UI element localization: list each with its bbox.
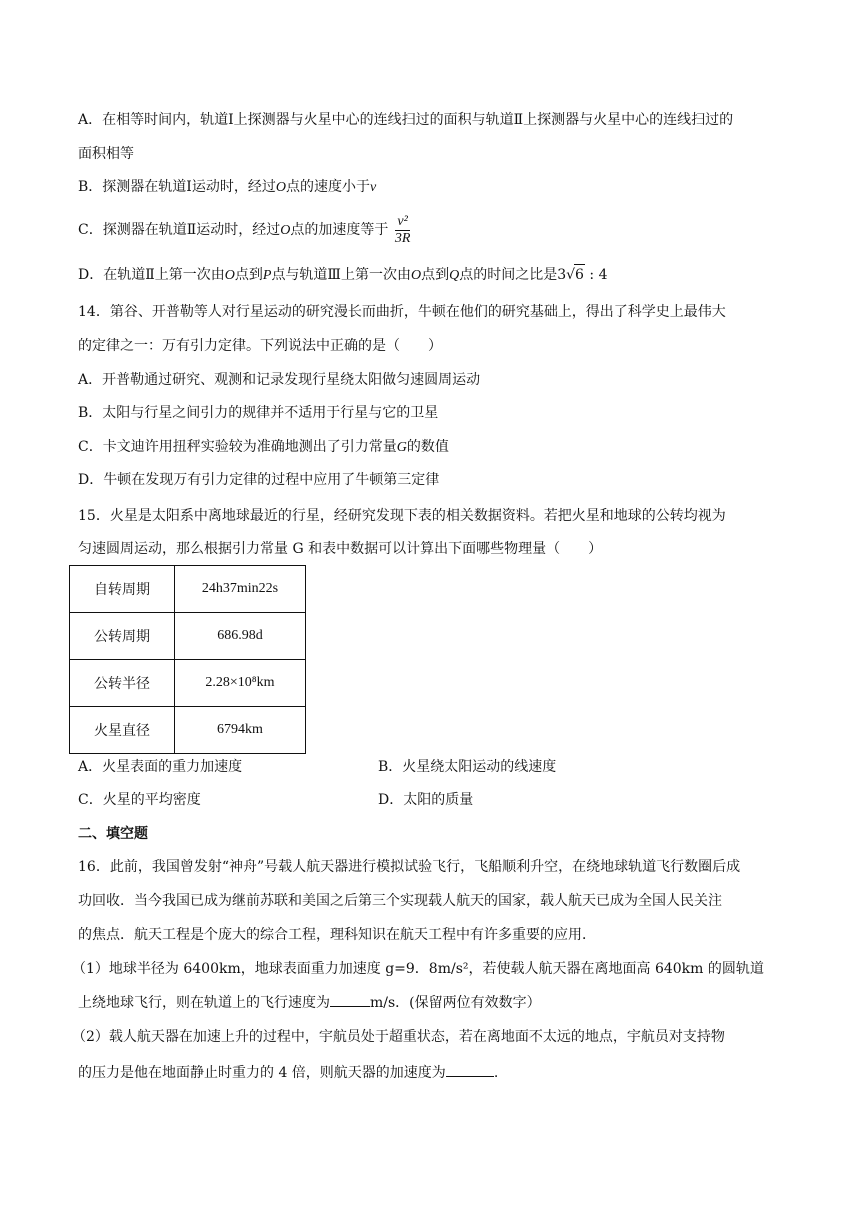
q13-c-text2: 点的加速度等于 (290, 222, 389, 238)
q16-stem-line2: 功回收．当今我国已成为继前苏联和美国之后第三个实现载人航天的国家，载人航天已成为全国人民关注 (78, 893, 722, 909)
q13-c-text: C．探测器在轨道Ⅱ运动时，经过 (78, 222, 281, 238)
symbol-o: O (275, 180, 286, 195)
table-cell-key: 公转半径 (70, 660, 175, 707)
symbol-p: P (262, 268, 272, 283)
q16-part1-text2: m/s．(保留两位有效数字） (370, 995, 541, 1011)
fraction-denominator: 3R (394, 230, 411, 246)
mars-data-table (69, 565, 306, 754)
q14-c-text: C．卡文迪许用扭秤实验较为准确地测出了引力常量 (78, 439, 397, 455)
q14-option-c (78, 437, 449, 458)
q14-stem-line2: 的定律之一：万有引力定律。下列说法中正确的是（ ） (78, 338, 442, 354)
q15-option-b: B．火星绕太阳运动的线速度 (378, 759, 557, 775)
q13-option-c (78, 212, 412, 249)
fraction-v2-over-3r (395, 214, 411, 247)
q14-stem-line1: 14．第谷、开普勒等人对行星运动的研究漫长而曲折，牛顿在他们的研究基础上，得出了科学史上最伟大 (78, 304, 726, 320)
symbol-o: O (224, 268, 235, 283)
symbol-g: G (396, 440, 407, 455)
section-heading: 二、填空题 (78, 826, 148, 842)
q13-d-text: D．在轨道Ⅱ上第一次由 (78, 267, 225, 283)
q15-option-d: D．太阳的质量 (378, 792, 474, 808)
table-row (70, 660, 306, 707)
sqrt-radicand: 6 (574, 264, 585, 285)
table-row (70, 613, 306, 660)
table-cell-key: 火星直径 (70, 707, 175, 754)
symbol-q: Q (449, 268, 460, 283)
symbol-o: O (280, 223, 291, 238)
q13-d-text2: 点到 (234, 267, 263, 283)
table-cell-key: 公转周期 (70, 613, 175, 660)
table-cell-key: 自转周期 (70, 566, 175, 613)
q13-option-b (78, 177, 376, 198)
q14-c-text2: 的数值 (406, 439, 449, 455)
q16-part2-line1: （2）载人航天器在加速上升的过程中，宇航员处于超重状态，若在离地面不太远的地点，宇航员对支持物 (72, 1029, 725, 1045)
q14-option-d: D．牛顿在发现万有引力定律的过程中应用了牛顿第三定律 (78, 472, 440, 488)
q16-part1-line2 (78, 992, 541, 1013)
q15-option-a: A．火星表面的重力加速度 (78, 759, 243, 775)
q16-part2-text2: . (493, 1065, 499, 1081)
table-row (70, 566, 306, 613)
q16-part1-line1: （1）地球半径为 6400km，地球表面重力加速度 g=9．8m/s²，若使载人航天器在离地面高 640km 的圆轨道 (72, 961, 764, 977)
q16-part2-text: 的压力是他在地面静止时重力的 4 倍，则航天器的加速度为 (78, 1065, 446, 1081)
q16-part1-text: 上绕地球飞行，则在轨道上的飞行速度为 (78, 995, 330, 1011)
q15-stem-line1: 15．火星是太阳系中离地球最近的行星，经研究发现下表的相关数据资料。若把火星和地球的公转均视为 (78, 508, 726, 524)
q13-option-a-line2: 面积相等 (78, 146, 134, 162)
q15-option-c: C．火星的平均密度 (78, 792, 201, 808)
q14-option-b: B．太阳与行星之间引力的规律并不适用于行星与它的卫星 (78, 405, 439, 421)
sqrt-sign: √ (566, 267, 576, 283)
q13-b-text: B．探测器在轨道Ⅰ运动时，经过 (78, 179, 276, 195)
q13-option-a-line1: A．在相等时间内，轨道Ⅰ上探测器与火星中心的连线扫过的面积与轨道Ⅱ上探测器与火星中心的连线扫过的 (78, 112, 734, 128)
q13-b-text2: 点的速度小于 (285, 179, 370, 195)
table-cell-value: 686.98d (175, 613, 306, 660)
q13-d-text4: 点到 (421, 267, 450, 283)
answer-blank-speed[interactable] (330, 992, 370, 1007)
q16-stem-line3: 的焦点．航天工程是个庞大的综合工程，理科知识在航天工程中有许多重要的应用． (78, 927, 596, 943)
table-cell-value: 6794km (175, 707, 306, 754)
q14-option-a: A．开普勒通过研究、观测和记录发现行星绕太阳做匀速圆周运动 (78, 372, 481, 388)
table-cell-value: 24h37min22s (175, 566, 306, 613)
table-row (70, 707, 306, 754)
q16-part2-line2 (78, 1062, 498, 1083)
q13-option-d (78, 264, 608, 286)
fraction-numerator: v² (395, 214, 411, 231)
table-cell-value: 2.28×10⁸km (175, 660, 306, 707)
ratio-tail: : 4 (584, 267, 608, 283)
q13-d-text5: 点的时间之比是 (459, 267, 558, 283)
q15-stem-line2: 匀速圆周运动，那么根据引力常量 G 和表中数据可以计算出下面哪些物理量（ ） (78, 541, 603, 557)
ratio-coefficient: 3 (557, 267, 567, 283)
symbol-v: v (369, 180, 377, 195)
symbol-o: O (410, 268, 422, 283)
q16-stem-line1: 16．此前，我国曾发射“神舟”号载人航天器进行模拟试验飞行，飞船顺利升空，在绕地球轨道飞行数圈后成 (78, 859, 741, 875)
answer-blank-acceleration[interactable] (446, 1062, 494, 1077)
q13-d-text3: 点与轨道Ⅲ上第一次由 (271, 267, 411, 283)
